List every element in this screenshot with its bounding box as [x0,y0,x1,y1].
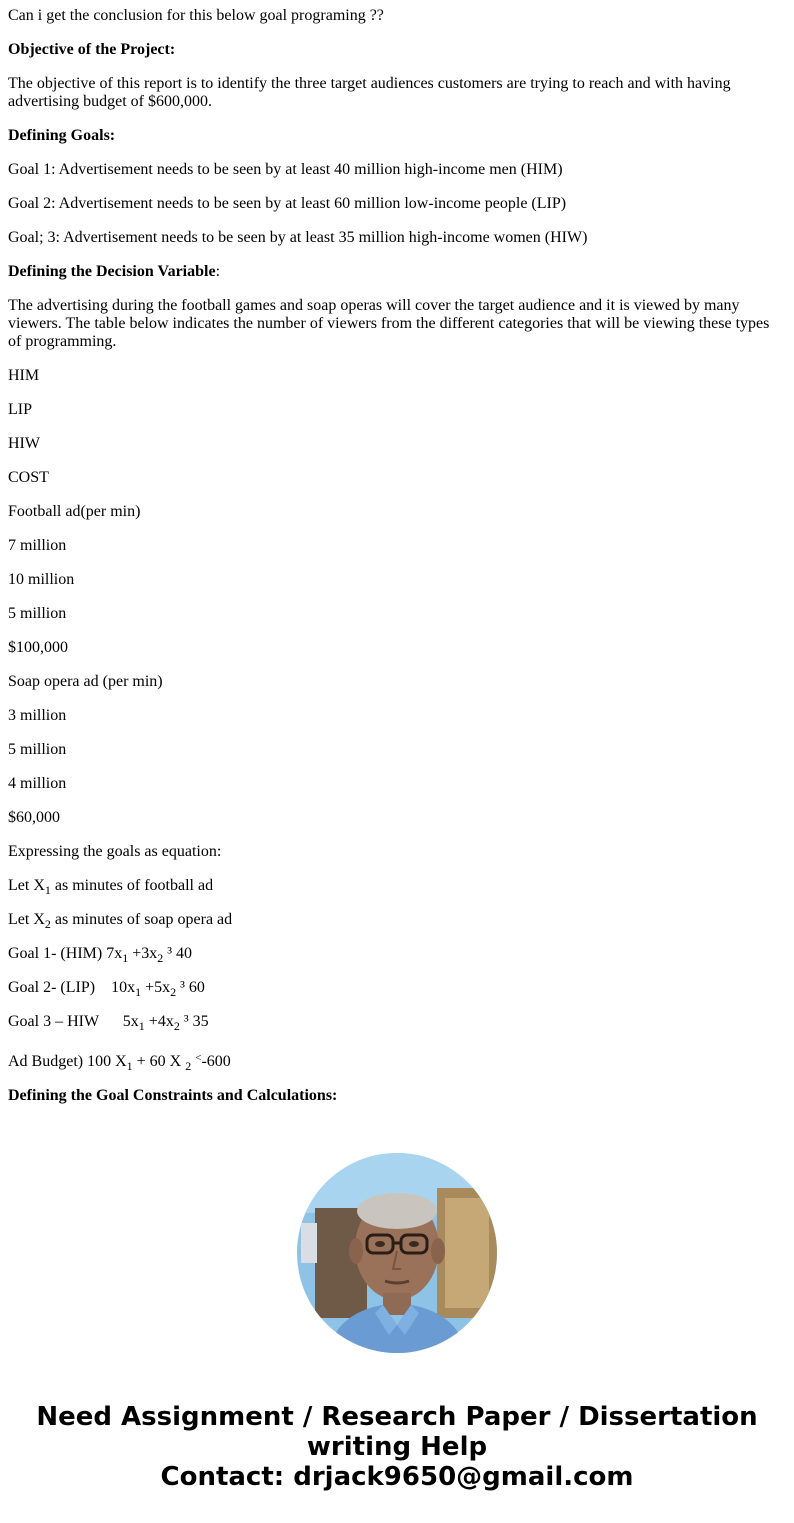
goal1-equation: Goal 1- (HIM) $7x_1 +3x_2$ ³ 40 [8,945,193,965]
table-cell: $100,000 [8,639,68,656]
table-cell: 7 million [8,537,67,554]
decision-heading: Defining the Decision Variable: [8,263,221,280]
equations-intro: Expressing the goals as equation: [8,843,222,860]
budget-equation: Ad Budget) 100 $X_1 + 60$ X $_2$ <-600 [8,1052,231,1073]
footer-advert [0,1402,794,1492]
goal-item: Goal; 3: Advertisement needs to be seen by at least 35 million high-income women (HIW) [8,229,588,246]
variable-x2-definition: Let $X_2$ as minutes of soap opera ad [8,911,233,931]
table-cell: COST [8,469,49,486]
decision-text: The advertising during the football games and soap operas will cover the target audience and it is viewed by many viewers. The table below indicates the number of viewers from the different categories that will be viewing these types of programming. [8,297,770,350]
table-cell: 10 million [8,571,75,588]
question-text: Can i get the conclusion for this below goal programing ?? [8,7,384,24]
goal2-equation: Goal 2- (LIP) $10x_1 +5x_2$ ³ 60 [8,979,205,999]
table-cell: 5 million [8,605,67,622]
table-cell: 3 million [8,707,67,724]
footer-line: writing Help [306,1432,488,1462]
table-cell: LIP [8,401,32,418]
footer-line: Need Assignment / Research Paper / Dissertation [36,1402,758,1432]
table-cell: HIM [8,367,40,384]
portrait-illustration [297,1153,497,1353]
constraints-heading: Defining the Goal Constraints and Calculations: [8,1087,338,1104]
goal-item: Goal 2: Advertisement needs to be seen by at least 60 million low-income people (LIP) [8,195,567,212]
goal-item: Goal 1: Advertisement needs to be seen by at least 40 million high-income men (HIM) [8,161,563,178]
table-cell: 4 million [8,775,67,792]
footer-contact: Contact: drjack9650@gmail.com [160,1462,634,1492]
table-cell: Football ad(per min) [8,503,141,520]
objective-heading: Objective of the Project: [8,41,176,58]
table-cell: HIW [8,435,40,452]
author-photo [297,1153,497,1353]
goal3-equation: Goal 3 – HIW $5x_1 +4x_2$ ³ 35 [8,1013,209,1033]
document-body [8,0,778,1123]
goals-heading: Defining Goals: [8,127,116,144]
variable-x1-definition: Let $X_1$ as minutes of football ad [8,877,214,897]
table-cell: Soap opera ad (per min) [8,673,163,690]
objective-text: The objective of this report is to identify the three target audiences customers are trying to reach and with having advertising budget of $600,000. [8,75,731,110]
table-cell: 5 million [8,741,67,758]
table-cell: $60,000 [8,809,60,826]
